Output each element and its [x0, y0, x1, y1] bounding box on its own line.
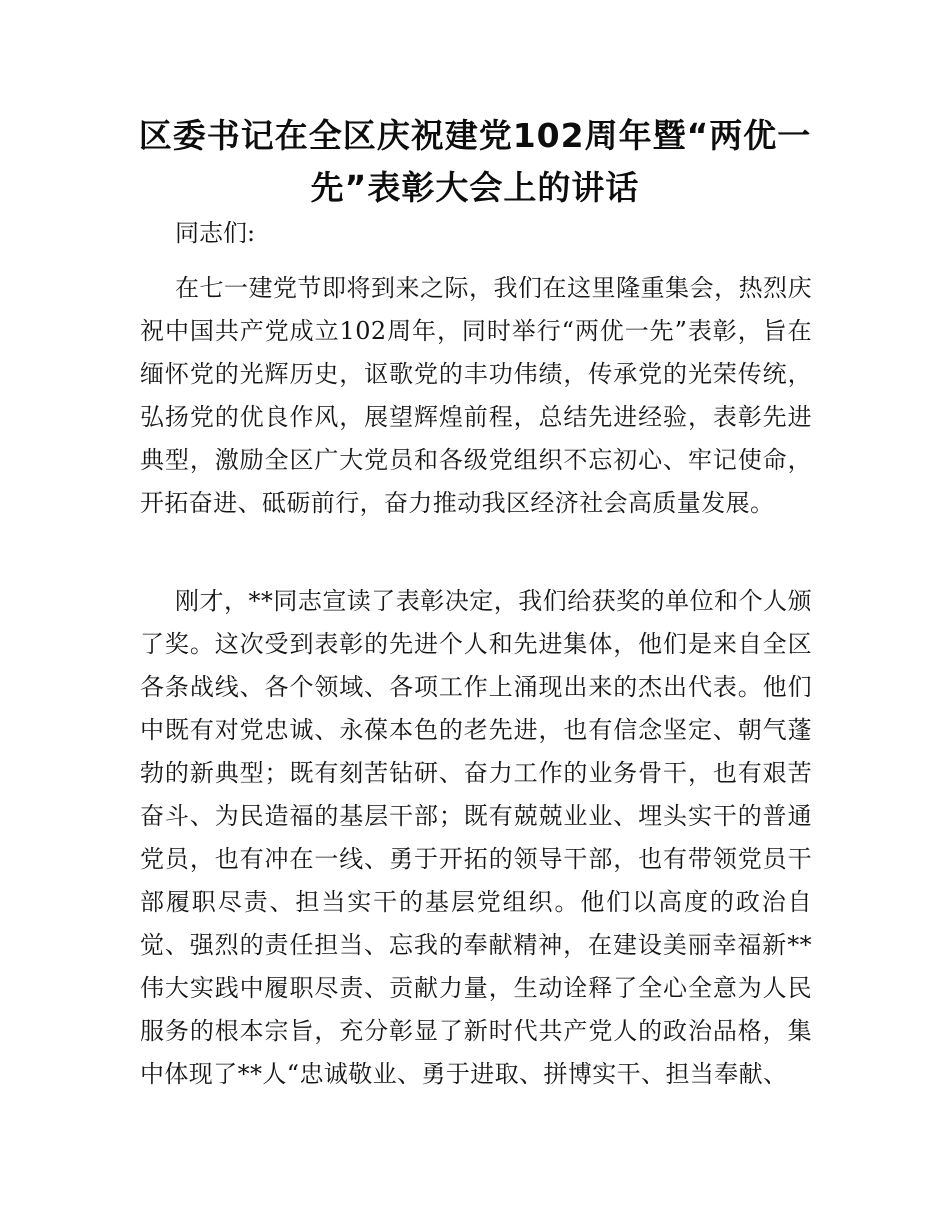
paragraph-commendation: 刚才，**同志宣读了表彰决定，我们给获奖的单位和个人颁了奖。这次受到表彰的先进个人和先进集体，他们是来自全区各条战线、各个领域、各项工作上涌现出来的杰出代表。他们中既有对党忠诚、永葆本色的老先进，也有信念坚定、朝气蓬勃的新典型；既有刻苦钻研、奋力工作的业务骨干，也有艰苦奋斗、为民造福的基层干部；既有兢兢业业、埋头实干的普通党员，也有冲在一线、勇于开拓的领导干部，也有带领党员干部履职尽责、担当实干的基层党组织。他们以高度的政治自觉、强烈的责任担当、忘我的奉献精神，在建设美丽幸福新**伟大实践中履职尽责、贡献力量，生动诠释了全心全意为人民服务的根本宗旨，充分彰显了新时代共产党人的政治品格，集中体现了**人“忠诚敬业、勇于进取、拼博实干、担当奉献、 [140, 587, 812, 1088]
salutation: 同志们: [175, 219, 256, 247]
document-title: 区委书记在全区庆祝建党102周年暨“两优一先”表彰大会上的讲话 [138, 116, 812, 207]
paragraph-opening: 在七一建党节即将到来之际，我们在这里隆重集会，热烈庆祝中国共产党成立102周年，同时举行“两优一先”表彰，旨在缅怀党的光辉历史，讴歌党的丰功伟绩，传承党的光荣传统，弘扬党的优良作风，展望辉煌前程，总结先进经验，表彰先进典型，激励全区广大党员和各级党组织不忘初心、牢记使命，开拓奋进、砥砺前行，奋力推动我区经济社会高质量发展。 [140, 274, 812, 517]
